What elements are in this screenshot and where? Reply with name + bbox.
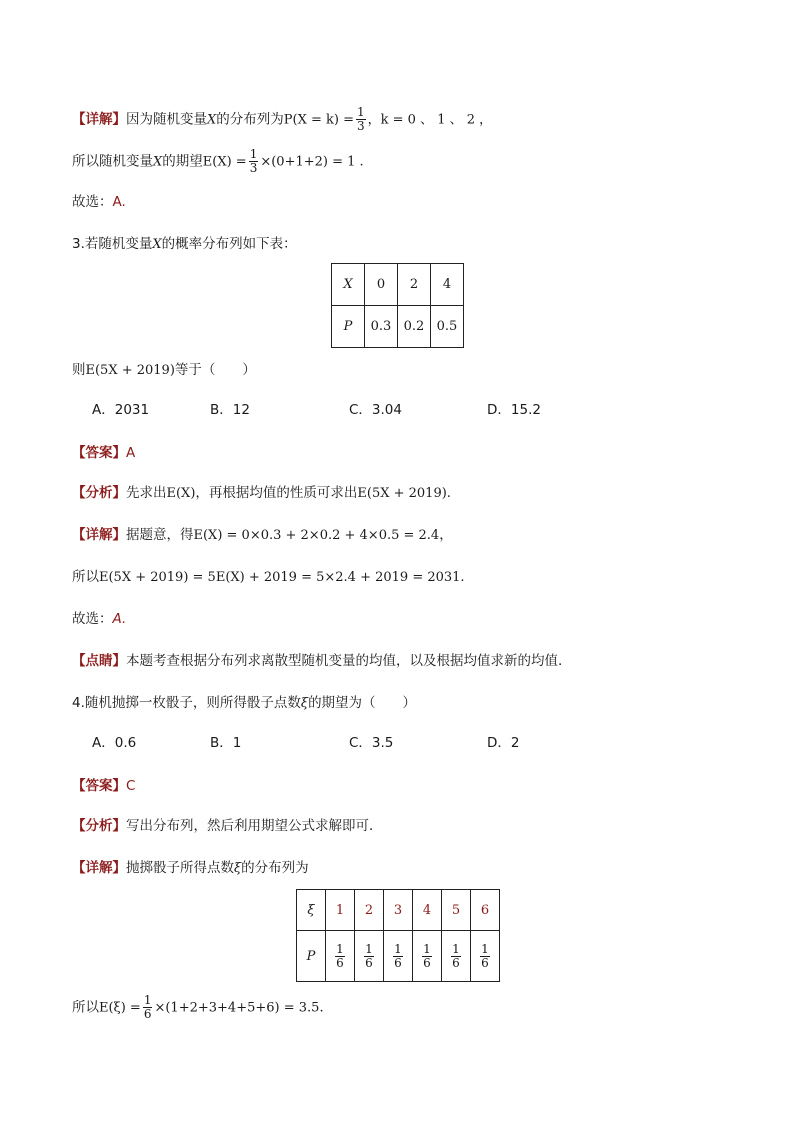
intro-choice-line bbox=[72, 192, 126, 212]
q4-option-c[interactable]: C．3.5 bbox=[349, 735, 394, 751]
table-cell: 1 bbox=[326, 890, 355, 931]
q3-stem bbox=[72, 234, 297, 255]
table-cell: 5 bbox=[442, 890, 471, 931]
table-cell: 2 bbox=[355, 890, 384, 931]
final-end: ． bbox=[319, 999, 333, 1016]
q4-final-line bbox=[72, 994, 333, 1021]
table-cell: ξ bbox=[297, 890, 326, 931]
q3-ask-suffix: 等于（ ） bbox=[174, 362, 256, 378]
q3-ask-expr: E(5X + 2019) bbox=[85, 363, 175, 378]
table-cell bbox=[442, 931, 471, 982]
detail-text: 抛掷骰子所得点数 bbox=[126, 860, 234, 876]
analysis-tag: 【分析】 bbox=[72, 485, 126, 501]
comment-text: 本题考查根据分布列求离散型随机变量的均值，以及根据均值求新的均值. bbox=[126, 653, 563, 669]
analysis-text: ，再根据均值的性质可求出 bbox=[195, 485, 358, 501]
q4-detail-line bbox=[72, 858, 309, 879]
table-cell bbox=[384, 931, 413, 982]
fraction bbox=[356, 106, 366, 133]
detail-tag: 【详解】 bbox=[72, 860, 126, 876]
final-prefix: 所以 bbox=[72, 999, 99, 1016]
k-values: ，k = 0 、 1 、 2 ， bbox=[367, 112, 493, 128]
q4-analysis-line bbox=[72, 816, 383, 836]
analysis-tag: 【分析】 bbox=[72, 818, 126, 834]
fraction bbox=[451, 943, 461, 970]
frac-den: 6 bbox=[423, 955, 431, 970]
var-x: X bbox=[207, 112, 217, 128]
q3-option-a[interactable]: A．2031 bbox=[92, 402, 150, 418]
q4-answer-line bbox=[72, 776, 135, 796]
fraction bbox=[335, 943, 345, 970]
choice-label: 故选： bbox=[72, 611, 113, 627]
table-row bbox=[332, 306, 464, 348]
q3-option-c[interactable]: C．3.04 bbox=[349, 402, 402, 418]
comment-tag: 【点睛】 bbox=[72, 653, 126, 669]
q3-so-line bbox=[72, 567, 465, 588]
frac-den: 3 bbox=[356, 119, 365, 133]
frac-num: 1 bbox=[143, 993, 152, 1007]
detail-text: 因为随机变量 bbox=[126, 111, 207, 128]
q3-analysis-line bbox=[72, 483, 451, 504]
so-expr: E(5X + 2019) = 5E(X) + 2019 = 5×2.4 + 2019 = 2031. bbox=[99, 570, 465, 585]
table-cell bbox=[413, 931, 442, 982]
expectation-mid: 的期望 bbox=[162, 153, 203, 170]
detail-end: ， bbox=[439, 527, 453, 543]
q3-option-d[interactable]: D．15.2 bbox=[487, 402, 541, 418]
q3-stem-text: 3.若随机变量 bbox=[72, 236, 153, 252]
q3-ask bbox=[72, 360, 256, 381]
xi-var: ξ bbox=[300, 696, 309, 711]
detail-expr: E(X) = 0×0.3 + 2×0.2 + 4×0.5 = 2.4 bbox=[193, 528, 440, 543]
var-x: X bbox=[153, 154, 163, 170]
table-cell bbox=[326, 931, 355, 982]
q4-option-d[interactable]: D．2 bbox=[487, 735, 520, 751]
dist-text: 的分布列为 bbox=[216, 111, 284, 128]
analysis-text: 先求出 bbox=[126, 485, 167, 501]
q3-comment-line bbox=[72, 651, 562, 671]
table-cell: 6 bbox=[471, 890, 500, 931]
final-rhs: ×(1+2+3+4+5+6) = 3.5 bbox=[154, 1000, 320, 1016]
fraction bbox=[422, 943, 432, 970]
q4-distribution-table bbox=[296, 889, 500, 982]
table-cell: 4 bbox=[431, 264, 464, 306]
fraction bbox=[143, 994, 153, 1021]
table-cell: 0.5 bbox=[431, 306, 464, 348]
analysis-expr: E(X) bbox=[166, 486, 196, 501]
frac-den: 6 bbox=[481, 955, 489, 970]
answer-tag: 【答案】 bbox=[72, 445, 126, 461]
prob-expr: P(X = k) = bbox=[283, 112, 354, 128]
answer-value: A bbox=[126, 445, 136, 461]
frac-num: 1 bbox=[249, 147, 258, 161]
choice-value: A. bbox=[112, 611, 127, 627]
frac-den: 6 bbox=[452, 955, 460, 970]
final-lhs: E(ξ) = bbox=[99, 1000, 141, 1016]
table-cell: 0.3 bbox=[365, 306, 398, 348]
q4-stem-text: 4.随机抛掷一枚骰子，则所得骰子点数 bbox=[72, 695, 301, 711]
detail-tag: 【详解】 bbox=[72, 111, 126, 128]
table-cell bbox=[471, 931, 500, 982]
frac-num: 1 bbox=[481, 941, 489, 956]
table-cell: 0.2 bbox=[398, 306, 431, 348]
table-cell bbox=[355, 931, 384, 982]
table-row bbox=[297, 890, 500, 931]
expectation-lhs: E(X) = bbox=[202, 154, 247, 170]
xi-var: ξ bbox=[234, 861, 242, 876]
table-cell: 2 bbox=[398, 264, 431, 306]
analysis-expr: E(5X + 2019). bbox=[357, 486, 451, 501]
q3-choice-line bbox=[72, 609, 126, 629]
table-cell: 0 bbox=[365, 264, 398, 306]
intro-expectation-line bbox=[72, 148, 364, 175]
choice-label: 故选： bbox=[72, 194, 113, 210]
analysis-text: 写出分布列，然后利用期望公式求解即可． bbox=[126, 818, 383, 834]
expectation-prefix: 所以随机变量 bbox=[72, 153, 153, 170]
q3-answer-line bbox=[72, 443, 135, 463]
expectation-rhs: ×(0+1+2) = 1 . bbox=[260, 154, 364, 170]
frac-num: 1 bbox=[356, 105, 365, 119]
q3-option-b[interactable]: B．12 bbox=[210, 402, 250, 418]
detail-text: 据题意，得 bbox=[126, 527, 194, 543]
answer-value: C bbox=[126, 778, 136, 794]
intro-detail-line bbox=[72, 106, 492, 133]
frac-num: 1 bbox=[452, 941, 460, 956]
table-row bbox=[297, 931, 500, 982]
frac-num: 1 bbox=[336, 941, 344, 956]
q3-distribution-table bbox=[331, 263, 464, 348]
frac-den: 6 bbox=[394, 955, 402, 970]
table-cell: X bbox=[332, 264, 365, 306]
frac-den: 6 bbox=[336, 955, 344, 970]
table-row bbox=[332, 264, 464, 306]
fraction bbox=[480, 943, 490, 970]
var-x: X bbox=[152, 237, 162, 252]
table-cell: 4 bbox=[413, 890, 442, 931]
frac-num: 1 bbox=[365, 941, 373, 956]
frac-den: 6 bbox=[365, 955, 373, 970]
fraction bbox=[364, 943, 374, 970]
fraction bbox=[393, 943, 403, 970]
detail-end: 的分布列为 bbox=[241, 860, 309, 876]
so-prefix: 所以 bbox=[72, 569, 99, 585]
q4-stem bbox=[72, 693, 416, 714]
frac-den: 3 bbox=[249, 161, 258, 175]
q3-stem-mid: 的概率分布列如下表： bbox=[161, 236, 297, 252]
answer-tag: 【答案】 bbox=[72, 778, 126, 794]
table-cell: 3 bbox=[384, 890, 413, 931]
frac-den: 6 bbox=[143, 1007, 152, 1021]
choice-value: A. bbox=[112, 194, 126, 210]
q4-option-a[interactable]: A．0.6 bbox=[92, 735, 137, 751]
table-cell: P bbox=[332, 306, 365, 348]
q3-detail-line bbox=[72, 525, 453, 546]
fraction bbox=[249, 148, 259, 175]
frac-num: 1 bbox=[394, 941, 402, 956]
table-cell: P bbox=[297, 931, 326, 982]
q4-option-b[interactable]: B．1 bbox=[210, 735, 242, 751]
q4-stem-end: 的期望为（ ） bbox=[308, 695, 417, 711]
frac-num: 1 bbox=[423, 941, 431, 956]
q3-ask-prefix: 则 bbox=[72, 362, 86, 378]
detail-tag: 【详解】 bbox=[72, 527, 126, 543]
